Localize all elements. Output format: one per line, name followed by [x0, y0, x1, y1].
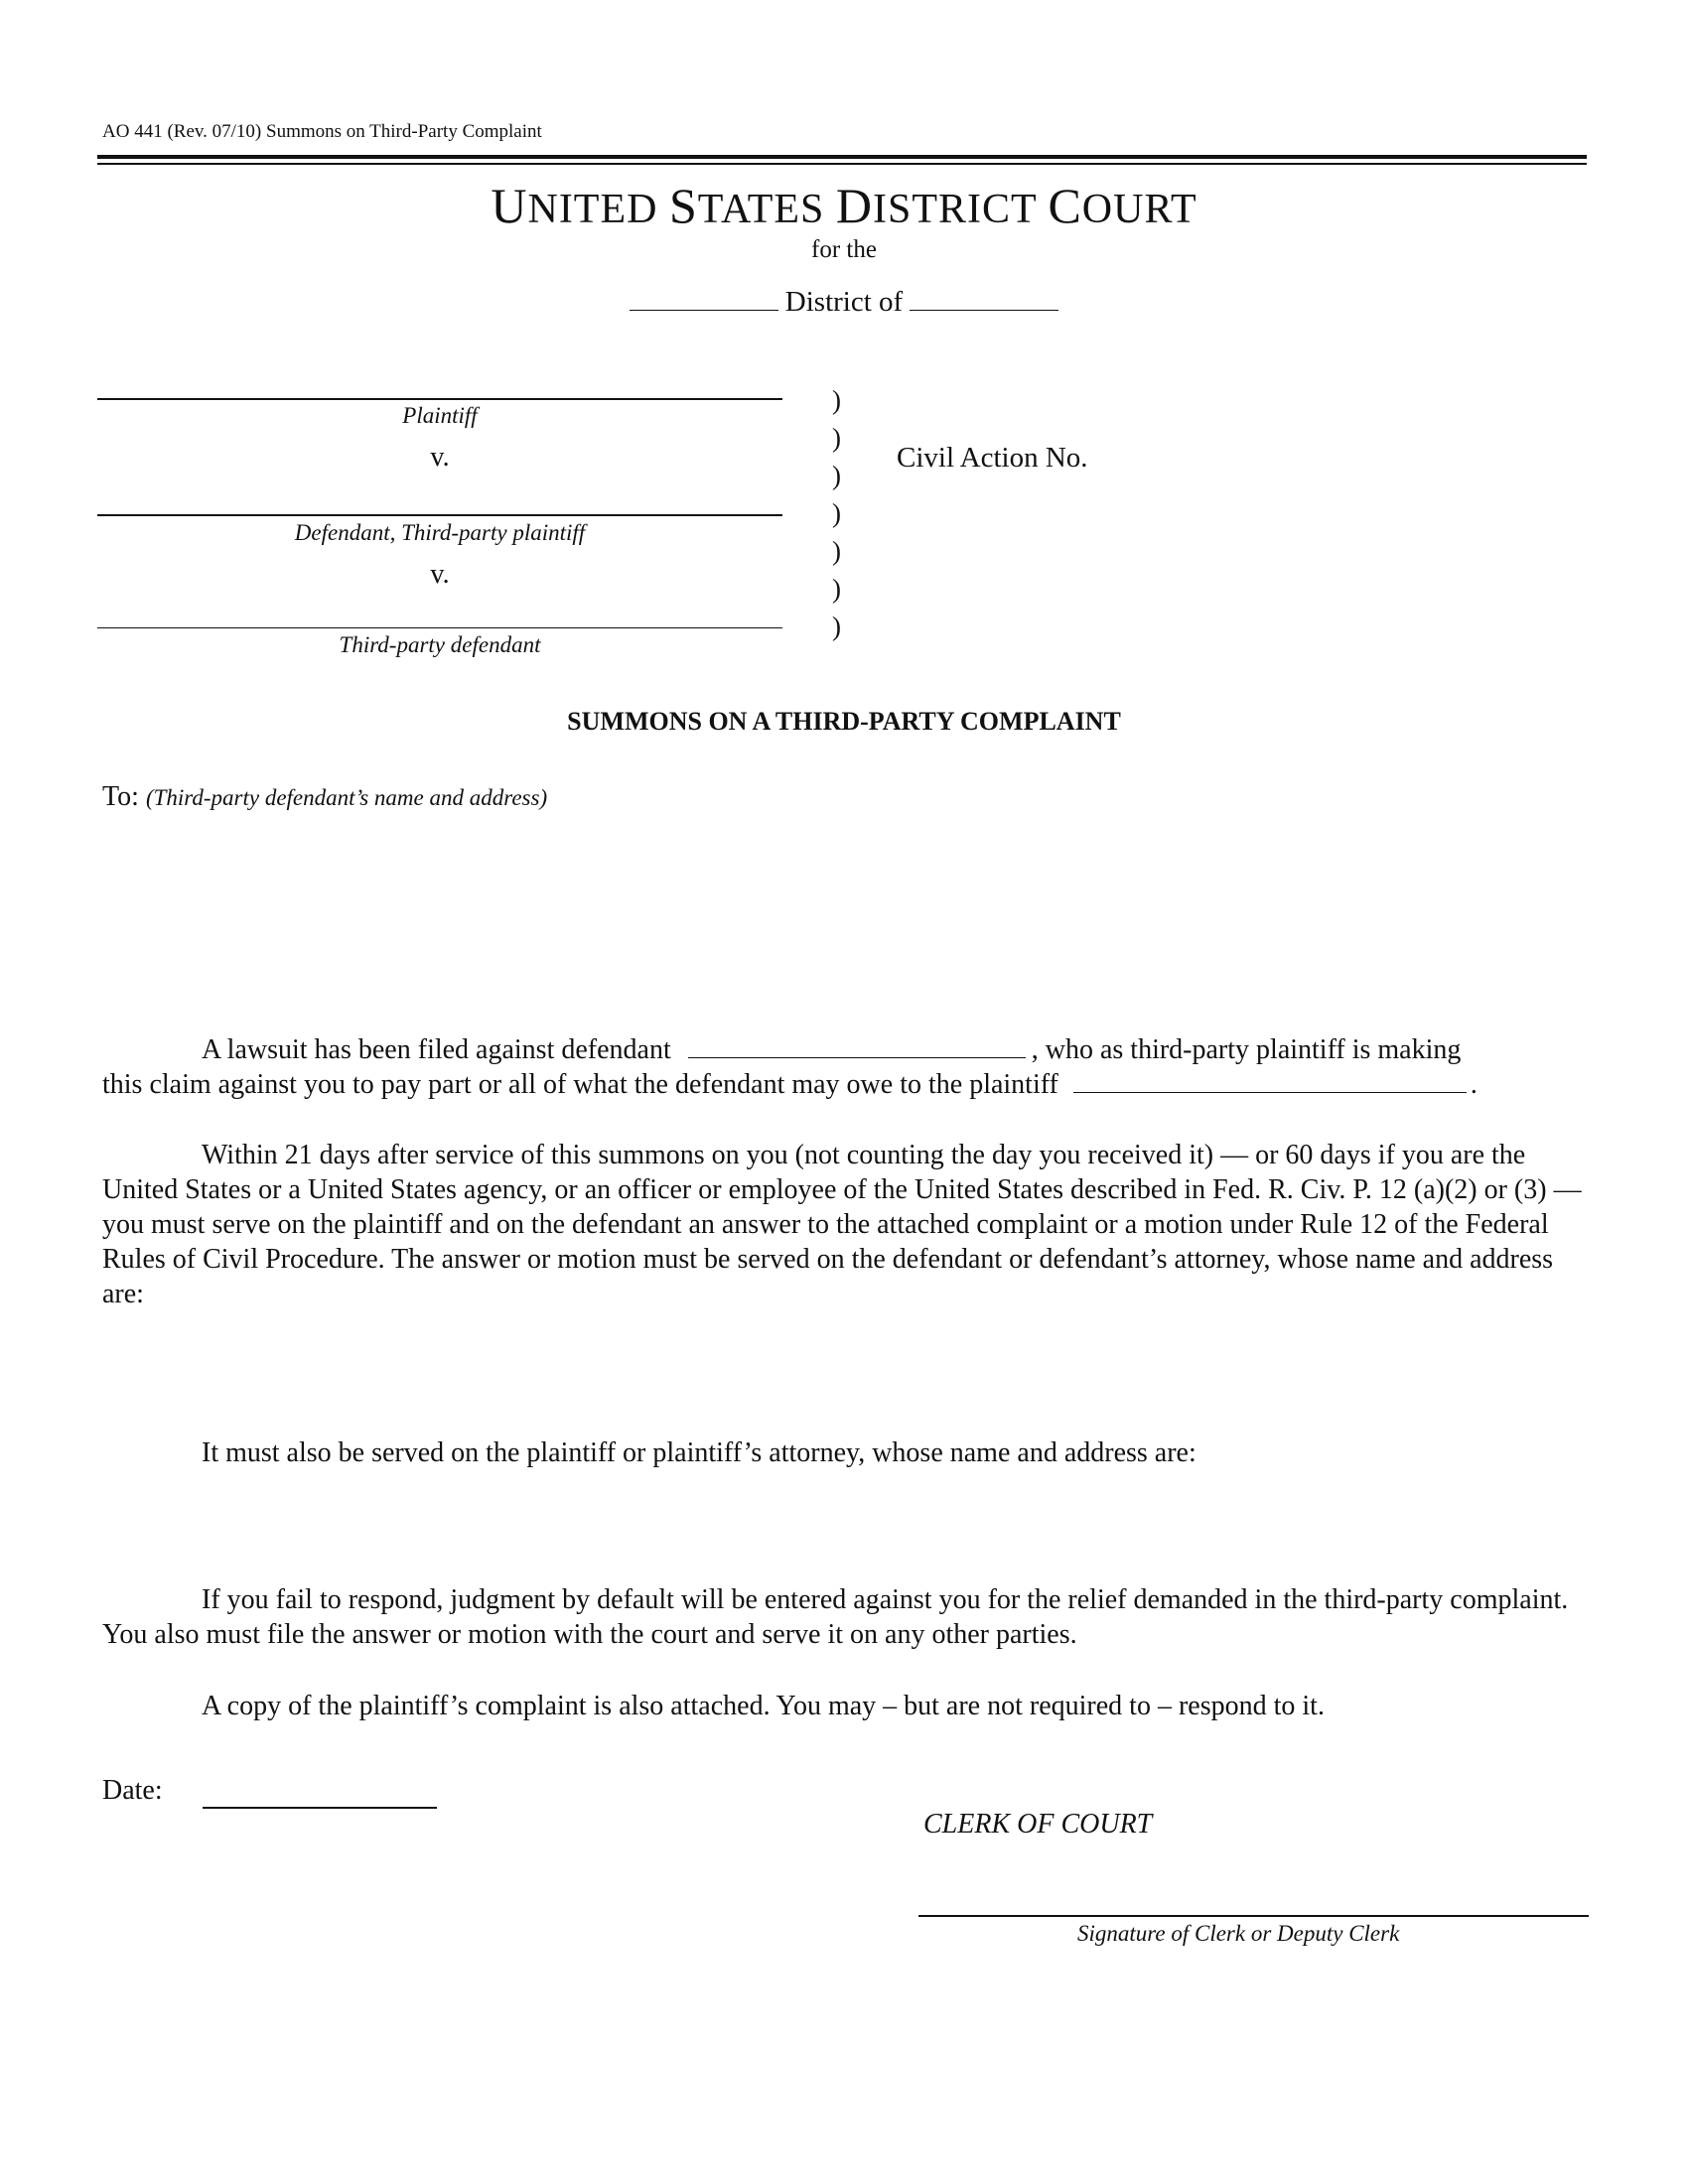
versus-2: v.	[430, 559, 450, 590]
date-label: Date:	[102, 1775, 163, 1806]
caption-paren-2: )	[832, 423, 841, 453]
clerk-of-court: CLERK OF COURT	[923, 1809, 1153, 1840]
paragraph-deadline: Within 21 days after service of this summons on you (not counting the day you received it) — or 60 days if you are the United States or a United States agency, or an officer or employee of the United States described in Fed. R. Civ. P. 12 (a)(2) or (3) — you must serve on the plaintiff and on the defendant an answer to the attached complaint or a motion under Rule 12 of the Federal Rules of Civil Procedure. The answer or motion must be served on the defendant or defendant’s attorney, whose name and address are:	[102, 1140, 1582, 1309]
header-rule-thin	[97, 163, 1587, 165]
defendant-name-line[interactable]	[97, 514, 782, 516]
to-label: To:	[102, 781, 139, 812]
third-party-name-line[interactable]	[97, 627, 782, 628]
form-identifier: AO 441 (Rev. 07/10) Summons on Third-Party Complaint	[102, 121, 542, 142]
paragraph-default: If you fail to respond, judgment by default will be entered against you for the relief demanded in the third-party complaint. You also must file the answer or motion with the court and serve it on any other parties.	[102, 1584, 1569, 1650]
for-the-text: for the	[811, 236, 877, 263]
versus-1: v.	[430, 442, 450, 473]
plaintiff-label: Plaintiff	[402, 403, 478, 428]
to-hint: (Third-party defendant’s name and address)	[145, 785, 548, 810]
district-line	[0, 286, 1688, 319]
civil-action-number: Civil Action No.	[897, 442, 1088, 474]
paragraph-copy: A copy of the plaintiff’s complaint is also attached. You may – but are not required to – respond to it.	[202, 1691, 1325, 1721]
caption-paren-7: )	[832, 612, 841, 641]
paragraph-lawsuit: A lawsuit has been filed against defendant , who as third-party plaintiff is making this claim against you to pay part or all of what the defendant may owe to the plaintiff .	[102, 1034, 1477, 1100]
to-line	[102, 781, 547, 813]
plaintiff-name-line[interactable]	[97, 398, 782, 400]
district-of-label: District of	[784, 286, 904, 318]
court-title: UNITED STATES DISTRICT COURT	[491, 178, 1197, 233]
district-blank-1[interactable]	[630, 286, 778, 311]
paragraph-plaintiff-service: It must also be served on the plaintiff or plaintiff’s attorney, whose name and address are:	[202, 1437, 1196, 1468]
caption-paren-4: )	[832, 498, 841, 528]
plaintiff-name-blank[interactable]	[1073, 1068, 1467, 1093]
signature-label: Signature of Clerk or Deputy Clerk	[1077, 1921, 1400, 1946]
signature-line[interactable]	[918, 1915, 1589, 1917]
caption-paren-3: )	[832, 461, 841, 490]
third-party-defendant-label: Third-party defendant	[339, 632, 541, 657]
date-field-line[interactable]	[203, 1807, 437, 1809]
defendant-name-blank[interactable]	[688, 1033, 1026, 1058]
caption-paren-5: )	[832, 536, 841, 566]
caption-paren-1: )	[832, 385, 841, 415]
header-rule-thick	[97, 155, 1587, 159]
summons-heading: SUMMONS ON A THIRD-PARTY COMPLAINT	[567, 707, 1121, 736]
caption-paren-6: )	[832, 574, 841, 604]
district-blank-2[interactable]	[910, 286, 1058, 311]
defendant-label: Defendant, Third-party plaintiff	[294, 520, 586, 545]
